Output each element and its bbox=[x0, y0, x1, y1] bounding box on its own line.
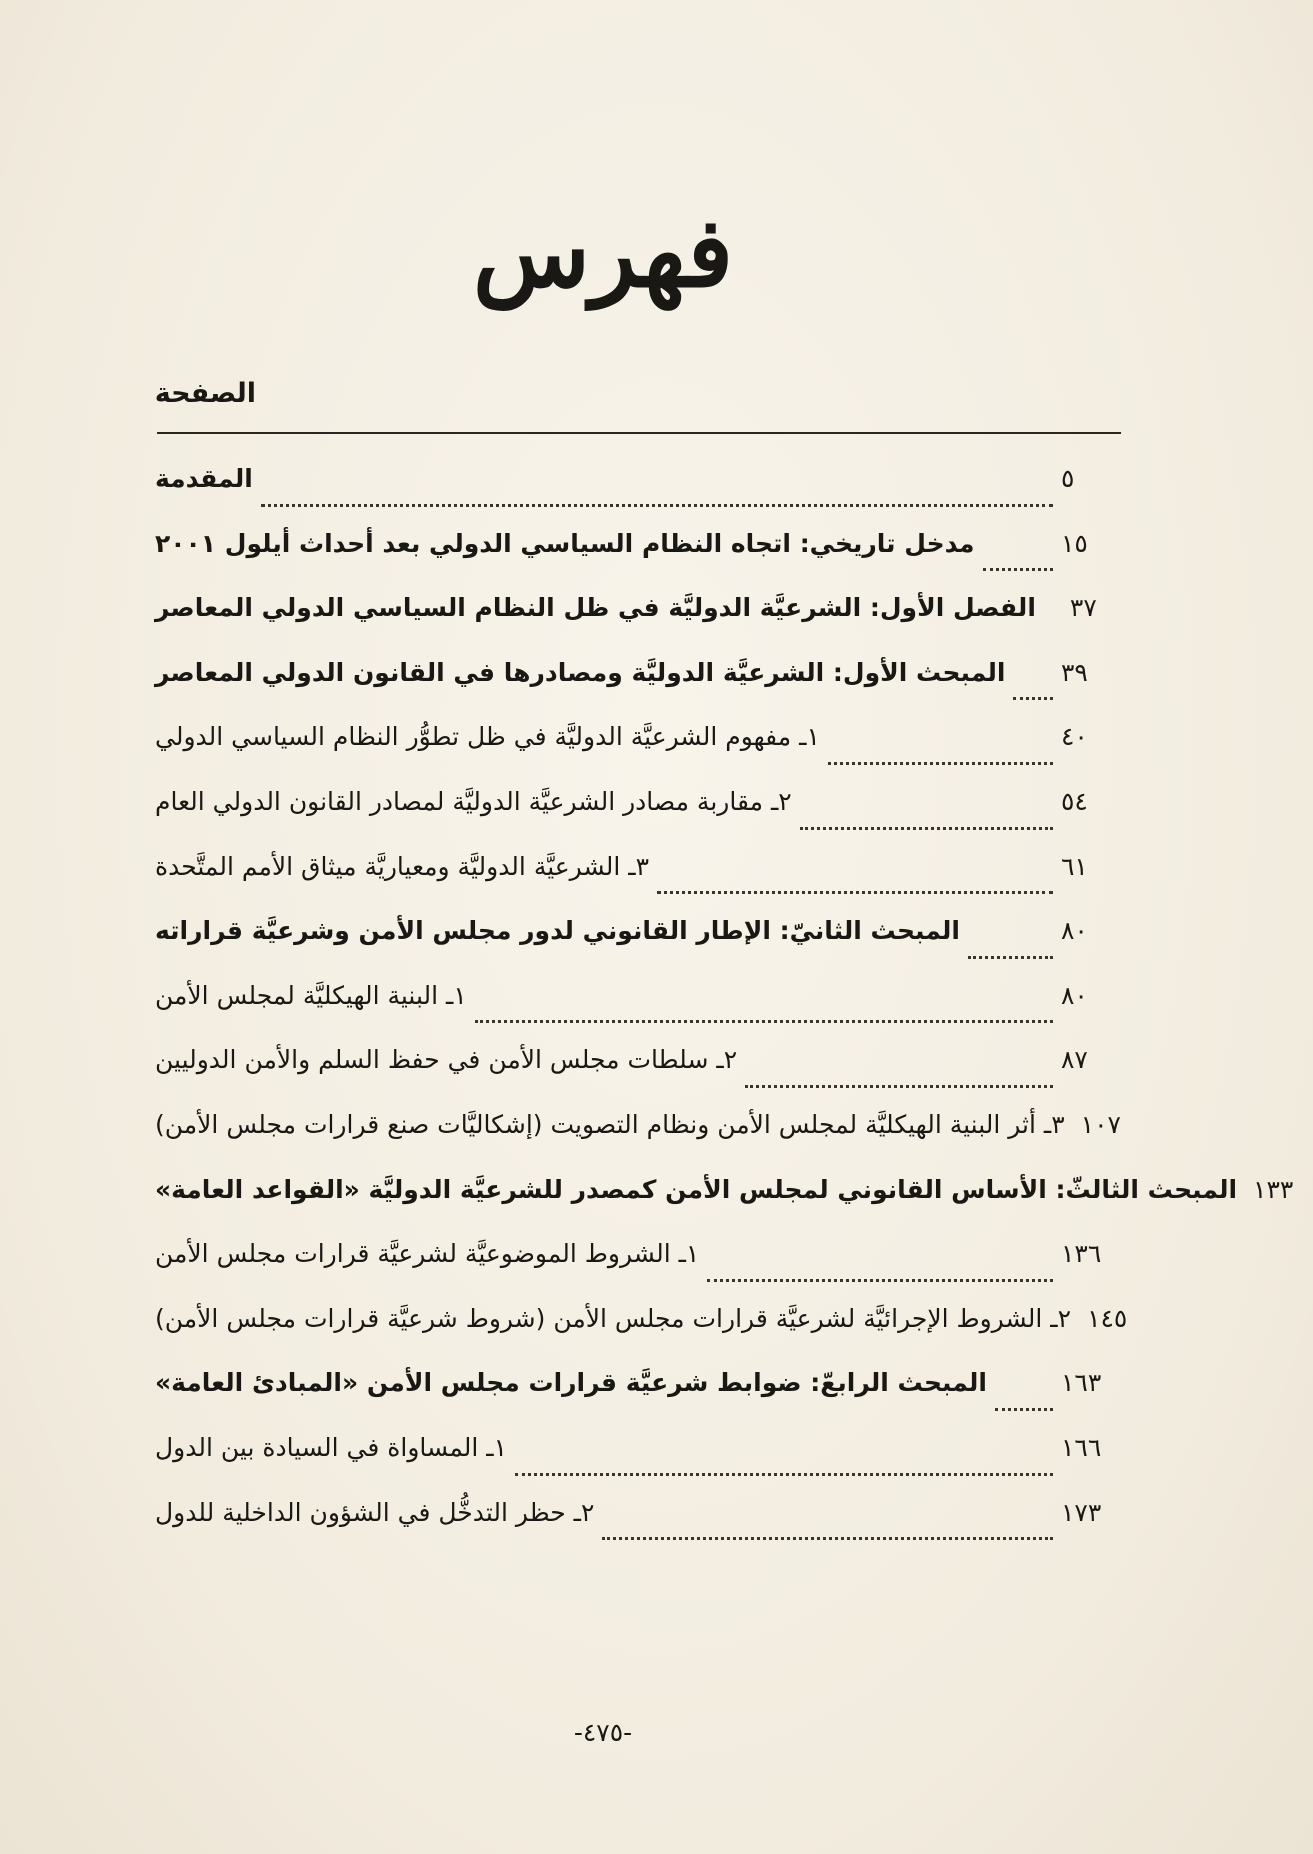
toc-entry-label: المبحث الثانيّ: الإطار القانوني لدور مجلس الأمن وشرعيَّة قراراته bbox=[155, 916, 960, 946]
toc-entry bbox=[155, 1045, 1121, 1095]
toc-entry bbox=[155, 916, 1121, 966]
toc-entry-label-wrap bbox=[155, 1110, 1065, 1139]
toc-entry bbox=[155, 1110, 1121, 1160]
toc-entry-label: ٢ـ سلطات مجلس الأمن في حفظ السلم والأمن الدوليين bbox=[155, 1045, 738, 1075]
toc-entry bbox=[155, 722, 1121, 772]
toc-entry-label: ٣ـ أثر البنية الهيكليَّة لمجلس الأمن ونظام التصويت (إشكاليَّات صنع قرارات مجلس الأمن) bbox=[155, 1110, 1065, 1139]
toc-entry bbox=[155, 1433, 1121, 1483]
header-rule bbox=[157, 432, 1121, 434]
toc-entry-label-wrap bbox=[155, 1304, 1071, 1333]
toc-entry-label: الفصل الأول: الشرعيَّة الدوليَّة في ظل النظام السياسي الدولي المعاصر bbox=[155, 593, 1036, 623]
dot-leader bbox=[828, 742, 1053, 765]
toc-entry bbox=[155, 787, 1121, 837]
toc-entry-page-number: ٨٧ bbox=[1061, 1045, 1088, 1075]
toc-entry bbox=[155, 981, 1121, 1031]
toc-entry-label-wrap bbox=[155, 916, 960, 945]
toc-entry-label-wrap bbox=[155, 1498, 594, 1527]
toc-entry-label: المبحث الأول: الشرعيَّة الدوليَّة ومصادرها في القانون الدولي المعاصر bbox=[155, 657, 1006, 687]
toc-entry-label-wrap bbox=[155, 852, 649, 881]
toc-entry bbox=[155, 1239, 1121, 1289]
dot-leader bbox=[707, 1259, 1053, 1282]
toc-entry-label: ٢ـ حظر التدخُّل في الشؤون الداخلية للدول bbox=[155, 1497, 595, 1527]
toc-entry-label: ١ـ البنية الهيكليَّة لمجلس الأمن bbox=[155, 980, 467, 1010]
toc-entry-page-number: ٣٩ bbox=[1061, 657, 1088, 687]
toc-entry-page-number: ١٧٣ bbox=[1061, 1497, 1102, 1527]
dot-leader bbox=[475, 1000, 1053, 1023]
toc-entry-label-wrap bbox=[155, 658, 1005, 687]
toc-entry-label: مدخل تاريخي: اتجاه النظام السياسي الدولي بعد أحداث أيلول ٢٠٠١ bbox=[155, 528, 975, 558]
toc-entry-label-wrap bbox=[155, 1433, 507, 1462]
toc-entry bbox=[155, 1174, 1294, 1225]
toc-entry-label: ١ـ مفهوم الشرعيَّة الدوليَّة في ظل تطوُّر النظام السياسي الدولي bbox=[155, 722, 820, 752]
dot-leader bbox=[745, 1065, 1053, 1088]
toc-entry-page-number: ١٦٣ bbox=[1061, 1368, 1102, 1398]
toc-entry-label: ٣ـ الشرعيَّة الدوليَّة ومعياريَّة ميثاق الأمم المتَّحدة bbox=[155, 851, 650, 881]
dot-leader bbox=[602, 1517, 1053, 1540]
toc-entry-page-number: ١٣٦ bbox=[1061, 1239, 1102, 1269]
toc-entry-page-number: ١٦٦ bbox=[1061, 1433, 1102, 1462]
toc-entry-label: المبحث الثالثّ: الأساس القانوني لمجلس الأمن كمصدر للشرعيَّة الدوليَّة «القواعد العامة» bbox=[155, 1174, 1238, 1204]
toc-entry-page-number: ١٥ bbox=[1061, 528, 1088, 558]
page-column-label: الصفحة bbox=[154, 378, 256, 409]
toc-entry bbox=[155, 852, 1121, 902]
toc-entry-label-wrap bbox=[155, 1175, 1237, 1204]
toc-entry-label-wrap bbox=[155, 593, 1036, 622]
dot-leader bbox=[261, 484, 1053, 507]
toc-entry-page-number: ٣٧ bbox=[1069, 593, 1097, 623]
toc-entry bbox=[155, 1498, 1121, 1548]
toc-entry-label-wrap bbox=[155, 464, 253, 493]
toc-entry-label: المبحث الرابعّ: ضوابط شرعيَّة قرارات مجلس الأمن «المبادئ العامة» bbox=[155, 1368, 987, 1398]
dot-leader bbox=[800, 807, 1053, 830]
page-title: فهرس bbox=[472, 196, 734, 309]
toc-entry bbox=[155, 464, 1121, 514]
toc-entry-page-number: ٥ bbox=[1061, 464, 1075, 493]
toc-entry-label-wrap bbox=[155, 787, 792, 816]
toc-entry-label-wrap bbox=[155, 722, 820, 751]
toc-entry-page-number: ٦١ bbox=[1061, 851, 1088, 881]
toc-entry-label: ٢ـ الشروط الإجرائيَّة لشرعيَّة قرارات مجلس الأمن (شروط شرعيَّة قرارات مجلس الأمن) bbox=[155, 1303, 1072, 1333]
toc-entry-page-number: ١٤٥ bbox=[1087, 1303, 1128, 1333]
toc-entry-label: ١ـ الشروط الموضوعيَّة لشرعيَّة قرارات مجلس الأمن bbox=[155, 1239, 700, 1269]
toc-entry bbox=[155, 529, 1121, 579]
toc-entry-page-number: ٥٤ bbox=[1061, 787, 1088, 816]
toc-entry-label: ٢ـ مقاربة مصادر الشرعيَّة الدوليَّة لمصادر القانون الدولي العام bbox=[155, 787, 792, 816]
dot-leader bbox=[515, 1453, 1053, 1476]
toc-entry-page-number: ١٣٣ bbox=[1253, 1174, 1294, 1204]
dot-leader bbox=[968, 936, 1053, 959]
toc-entry bbox=[155, 593, 1121, 643]
toc-entry-page-number: ٨٠ bbox=[1061, 916, 1088, 946]
toc-entry-page-number: ١٠٧ bbox=[1080, 1110, 1121, 1139]
footer-page-number: -٤٧٥- bbox=[573, 1718, 633, 1747]
dot-leader bbox=[983, 548, 1053, 571]
toc-entry-label-wrap bbox=[155, 1239, 699, 1268]
toc-entry-label-wrap bbox=[155, 1045, 737, 1074]
toc-entry-page-number: ٤٠ bbox=[1061, 722, 1088, 752]
toc-entry-label: ١ـ المساواة في السيادة بين الدول bbox=[155, 1433, 508, 1462]
toc-entry-label-wrap bbox=[155, 981, 467, 1010]
dot-leader bbox=[995, 1388, 1053, 1411]
toc-entry-label-wrap bbox=[155, 529, 975, 558]
toc-entry bbox=[155, 1303, 1128, 1354]
dot-leader bbox=[657, 871, 1053, 894]
toc-entry-label-wrap bbox=[155, 1368, 987, 1397]
dot-leader bbox=[1013, 677, 1053, 700]
toc-entry-page-number: ٨٠ bbox=[1061, 980, 1088, 1010]
toc-entry bbox=[155, 658, 1121, 708]
toc-entry bbox=[155, 1368, 1121, 1418]
toc-entry-label: المقدمة bbox=[155, 464, 253, 493]
